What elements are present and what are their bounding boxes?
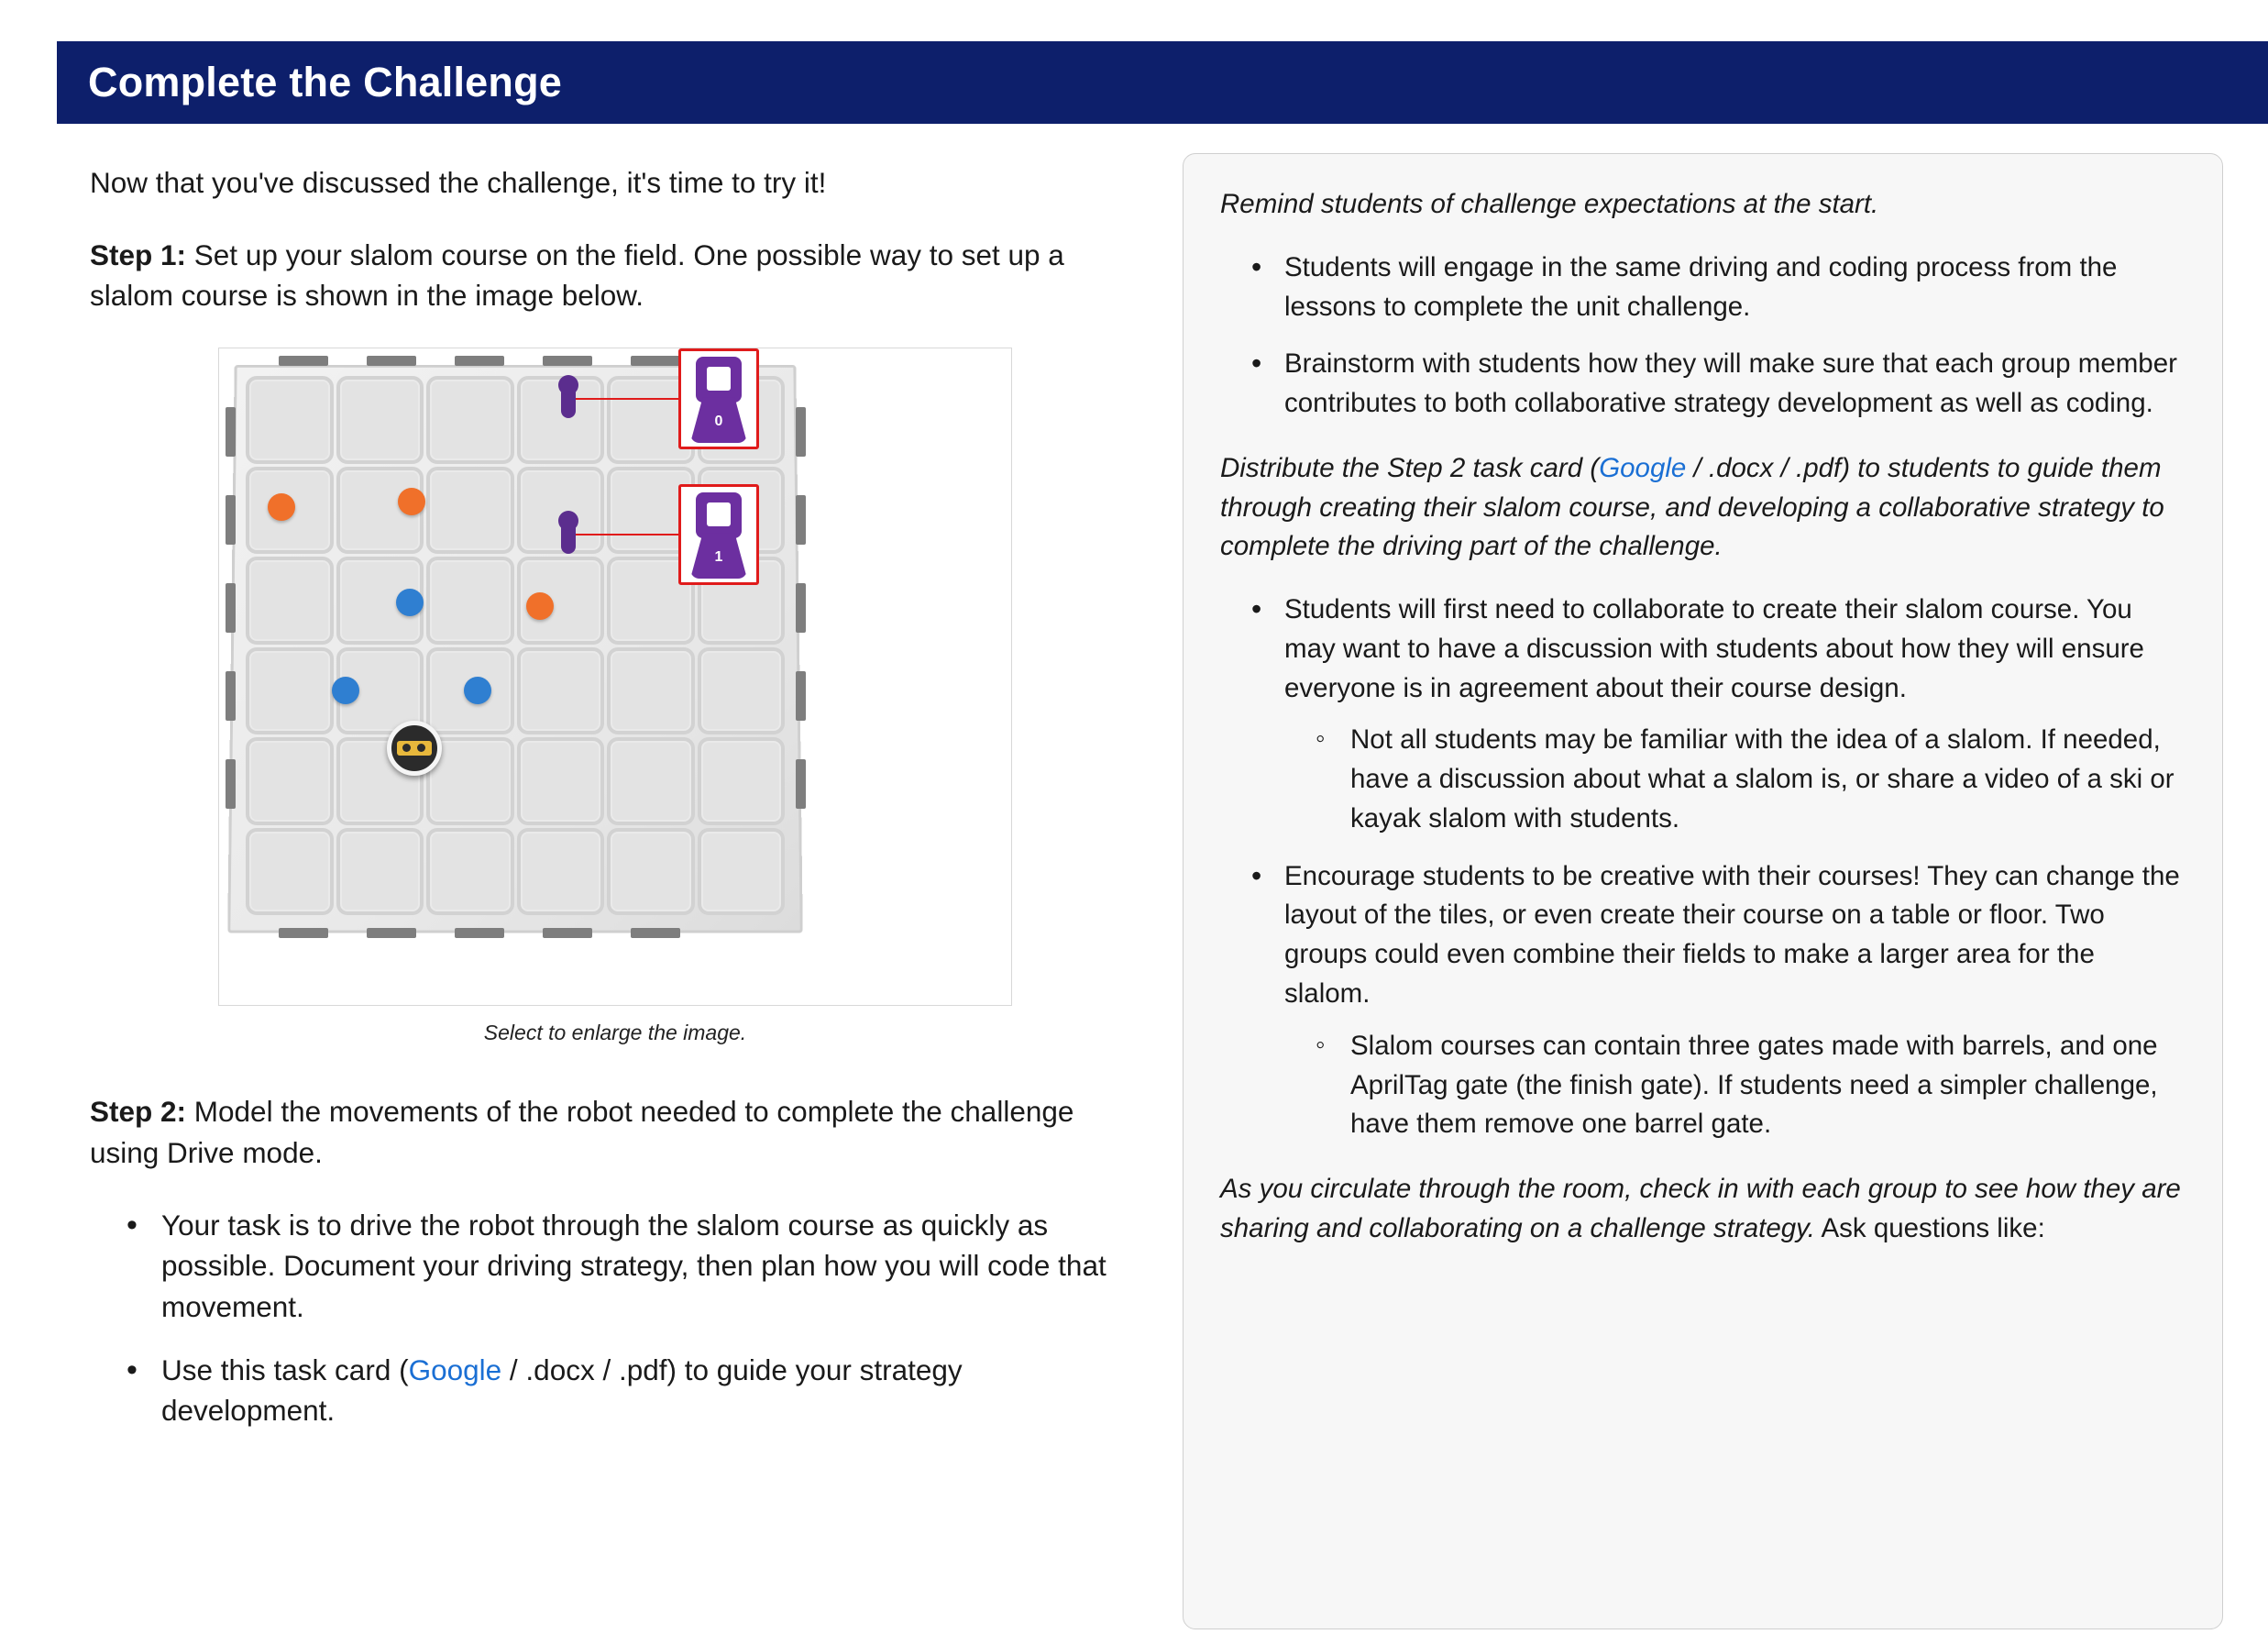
field-tile [607,647,695,735]
apriltag-callout-1 [678,484,759,585]
step2-label: Step 2: [90,1095,187,1129]
field-tile [426,376,514,464]
wall-segment [226,759,236,809]
step1-label: Step 1: [90,237,187,271]
wall-segment [226,495,236,545]
sub-list-item [1350,1027,2185,1144]
field-tile [246,557,334,645]
sub-list-item-text: Not all students may be familiar with the idea of a slalom. If needed, have a discussion about what a slalom is, or share a video of a ski or kayak slalom with students. [1350,724,2174,834]
callout-leader-line [576,534,678,535]
distribute-post-text: to students to guide them through creating their slalom course, and developing a collaborative strategy to complete the driving part of the challenge. [1220,452,2164,562]
google-task-card-link[interactable]: Google [408,1352,502,1386]
list-item [161,1205,1128,1328]
barrel-orange [526,592,554,620]
field-tile [698,737,786,825]
content-area [0,124,2268,1634]
wall-segment [543,928,592,938]
wall-segment [796,759,806,809]
field-tile [246,828,334,916]
distribute-mid-text: / .docx / .pdf) [1686,452,1851,483]
wall-segment [631,356,680,366]
page-title: Complete the Challenge [88,59,562,105]
closing-italic-text: As you circulate through the room, check in with each group to see how they are sharing and collaborating on a challenge strategy. [1220,1174,2181,1243]
list-item-text: Students will engage in the same driving and coding process from the lessons to complete the unit challenge. [1284,251,2118,322]
teacher-notes-callout [1183,153,2223,1629]
field-tile [246,737,334,825]
wall-segment [226,407,236,457]
callout-intro: Remind students of challenge expectations at the start. [1220,189,1879,219]
robot-icon [387,721,442,776]
wall-segment [279,928,328,938]
wall-segment [367,928,416,938]
field-figure[interactable] [218,348,1012,1045]
list-item-text: Brainstorm with students how they will make sure that each group member contributes to both collaborative strategy development as well as coding. [1284,348,2177,419]
wall-segment [226,583,236,633]
barrel-orange [398,488,425,515]
step2-bullet-list [90,1205,1128,1432]
field-tile [426,557,514,645]
taskcard-post-text: / .docx / .pdf) to guide your strategy development. [161,1352,963,1428]
post-cap [558,511,578,531]
list-item [1284,345,2185,424]
barrel-orange [268,493,295,521]
wall-segment [455,928,504,938]
apriltag-number: 1 [714,549,723,566]
left-column [0,124,1183,1634]
wall-segment [796,671,806,721]
list-item [1284,857,2185,1144]
callout-distribute-paragraph [1220,449,2185,567]
apriltag-marker-icon [707,502,731,526]
field-tile [246,647,334,735]
field-tile [336,828,424,916]
field-tile [607,737,695,825]
callout-closing-paragraph [1220,1170,2185,1249]
field-tile [698,828,786,916]
post-cap [558,375,578,395]
list-item [161,1350,1128,1431]
field-tile [698,647,786,735]
closing-roman-text: Ask questions like: [1814,1212,2045,1243]
google-step2-task-card-link[interactable]: Google [1599,452,1687,483]
barrel-blue [332,677,359,704]
slalom-field-diagram [222,354,809,943]
list-item [1284,248,2185,327]
apriltag-post-1 [561,515,576,554]
barrel-blue [396,589,424,616]
field-tile [246,376,334,464]
apriltag-head-icon [696,357,742,403]
wall-segment [226,671,236,721]
field-image[interactable] [218,348,1012,1006]
step2-text: Model the movements of the robot needed to complete the challenge using Drive mode. [90,1095,1074,1169]
wall-segment [631,928,680,938]
intro-paragraph: Now that you've discussed the challenge, it's time to try it! [90,166,827,199]
wall-segment [455,356,504,366]
callout-bullet-list-2 [1220,591,2185,1144]
apriltag-marker-icon [707,367,731,391]
apriltag-number: 0 [714,414,723,430]
list-item-text: Encourage students to be creative with their courses! They can change the layout of the tiles, or even create their course on a table or floor. Two groups could even combine their fields to make a larger area for the slalom. [1284,860,2180,1010]
field-tile [426,467,514,555]
callout-bullet-list-1 [1220,248,2185,424]
field-tile [426,828,514,916]
callout-sub-list [1284,1027,2185,1144]
list-item-text: Students will first need to collaborate to create their slalom course. You may want to have a discussion with students about how they will ensure everyone is in agreement about their course design. [1284,594,2144,703]
apriltag-head-icon [696,492,742,538]
wall-segment [543,356,592,366]
wall-segment [367,356,416,366]
right-column [1183,124,2268,1634]
wall-segment [279,356,328,366]
list-item-text: Your task is to drive the robot through the slalom course as quickly as possible. Document your driving strategy, then plan how you will code that movement. [161,1208,1106,1324]
taskcard-pre-text: Use this task card ( [161,1352,409,1386]
distribute-pre-text: Distribute the Step 2 task card ( [1220,452,1600,483]
robot-eyes-icon [397,741,432,756]
field-tile [517,737,605,825]
step1-text: Set up your slalom course on the field. One possible way to set up a slalom course is shown in the image below. [90,237,1064,313]
list-item [1284,591,2185,839]
apriltag-post-0 [561,380,576,418]
field-tile [517,828,605,916]
figure-caption: Select to enlarge the image. [483,1021,747,1045]
wall-segment [796,407,806,457]
wall-segment [796,583,806,633]
apriltag-icon [687,357,751,445]
field-tile [336,376,424,464]
callout-sub-list [1284,721,2185,838]
wall-segment [796,495,806,545]
sub-list-item [1350,721,2185,838]
tile-grid [246,376,785,915]
step2-paragraph [90,1091,1128,1173]
field-tile [517,647,605,735]
step1-paragraph [90,235,1128,316]
section-header [57,41,2268,124]
sub-list-item-text: Slalom courses can contain three gates made with barrels, and one AprilTag gate (the finish gate). If students need a simpler challenge, have them remove one barrel gate. [1350,1030,2158,1140]
barrel-blue [464,677,491,704]
apriltag-icon [687,492,751,580]
field-tile [607,828,695,916]
apriltag-callout-0 [678,348,759,449]
callout-leader-line [576,398,678,400]
